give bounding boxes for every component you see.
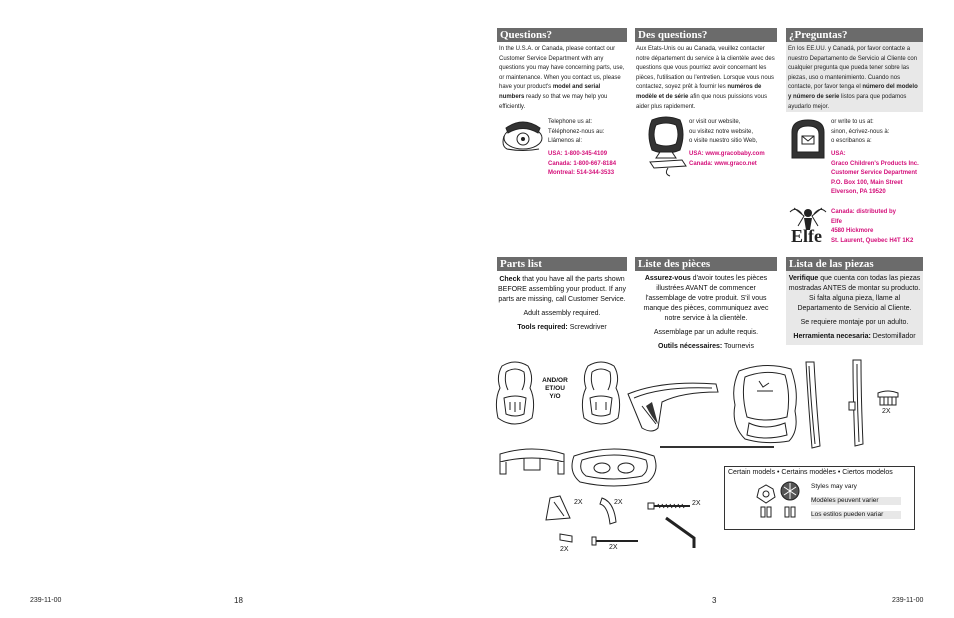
questions-text-es: En los EE.UU. y Canadá, por favor contacte a nuestro Departamento de Servicio al Cliente con cualquier pregunta que pueda tener sobre las piezas, uso o mantenimiento. Cuando nos contacte, por favor tenga el número del modelo y número de serie listos para que podamos ayudarlo mejor. [786,42,923,112]
toy-icon-1 [755,483,777,523]
leg-1 [800,360,824,450]
questions-header-en: Questions? [497,28,627,42]
phone-usa[interactable]: USA: 1-800-345-4109 [548,151,608,157]
pin-qty: 2X [609,544,618,551]
questions-header-fr: Des questions? [635,28,777,42]
parts-header-es: Lista de las piezas [786,257,923,271]
tray-arm [496,444,568,478]
leg-2 [845,358,869,448]
seat-pad-1 [494,360,536,426]
toy-icon-2 [779,481,801,523]
end-cap-qty: 2X [882,408,891,415]
phone-numbers [548,150,638,179]
washer-qty: 2X [560,546,569,553]
mail-intro: or write to us at: sinon, écrivez-nous à: o escribanos a: [831,119,890,145]
styles-es: Los estilos pueden variar [811,511,901,519]
washer [558,532,574,544]
questions-text-en: In the U.S.A. or Canada, please contact our Customer Service Department with any questions you may have concerning parts, use, or maintenance. When you contact us, please have your product's model and serial numbers ready so that we may help you efficiently. [499,46,625,110]
web-urls [689,150,779,169]
url-usa[interactable]: USA: www.gracobaby.com [689,151,765,157]
questions-text-fr: Aux Etats-Unis ou au Canada, veuillez contacter notre département du service à la clientèle avec des questions que vous pourriez avoir concernant les pièces, l'utilisation ou l'entretien. Lorsque vous nous contactez, soyez prêt à fournir les numéros de modèle et de série afin que nous puissions vous aider plus rapidement. [636,46,775,110]
certain-models-label: Certain models • Certains modèles • Ciertos modelos [728,469,893,476]
parts-text-fr: Assurez-vous d'avoir toutes les pièces illustrées AVANT de commencer l'assemblage de votre produit. S'il vous manque des pièces, communiquez avec notre service à la clientèle. Assemblage par un adulte requis. Outils nécessaires: Tournevis [643,275,769,350]
phone-montreal[interactable]: Montreal: 514-344-3533 [548,170,615,177]
mailbox-icon [788,118,828,160]
seat-shell [729,361,801,445]
certain-models-box [724,466,915,530]
elfe-logo-text: Elfe [791,226,822,246]
bolt [648,500,692,512]
cross-bar [660,446,774,448]
and-or-label: AND/OR ET/OU Y/O [542,377,568,400]
styles-en: Styles may vary [811,483,857,490]
footer-code-right: 239-11-00 [892,597,924,604]
bolt-qty: 2X [692,500,701,507]
phone-intro: Telephone us at: Téléphonez-nous au: Llámenos al: [548,119,605,145]
bracket-qty: 2X [574,499,583,506]
bracket [544,494,574,524]
footer-code-left: 239-11-00 [30,597,62,604]
web-intro: or visit our website, ou visitez notre website, o visite nuestro sitio Web, [689,119,758,145]
phone-canada[interactable]: Canada: 1-800-667-8184 [548,160,617,167]
url-canada[interactable]: Canada: www.graco.net [689,160,757,167]
mail-address: USA: Graco Children's Products Inc. Customer Service Department P.O. Box 100, Main Street Elverson, PA 19520 [831,151,919,196]
end-cap [874,389,902,407]
seat-frame [622,378,722,434]
telephone-icon [501,116,545,152]
page-number-left: 18 [234,596,243,605]
page-number-right: 3 [712,596,717,605]
elfe-logo [788,204,828,246]
allen-wrench [664,516,700,550]
seat-pad-2 [580,360,622,426]
questions-header-es: ¿Preguntas? [786,28,923,42]
parts-text-en: Check that you have all the parts shown BEFORE assembling your product. If any parts are missing, call Customer Service. Adult assembly required. Tools required: Screwdriver [498,276,626,331]
spacer-qty: 2X [614,499,623,506]
parts-text-es: Verifique que cuenta con todas las piezas mostradas ANTES de montar su producto. Si falta alguna pieza, llame al Departamento de Servicio al Cliente. Se requiere montaje por un adulto. Herramienta necesaria: Destomillador [786,271,923,345]
computer-icon [646,116,688,178]
elfe-address: Canada: distributed by Elfe 4580 Hickmore St. Laurent, Quebec H4T 1K2 [831,209,914,244]
styles-fr: Modèles peuvent varier [811,497,901,505]
parts-header-en: Parts list [497,257,627,271]
parts-header-fr: Liste des pièces [635,257,777,271]
food-tray [568,442,660,488]
